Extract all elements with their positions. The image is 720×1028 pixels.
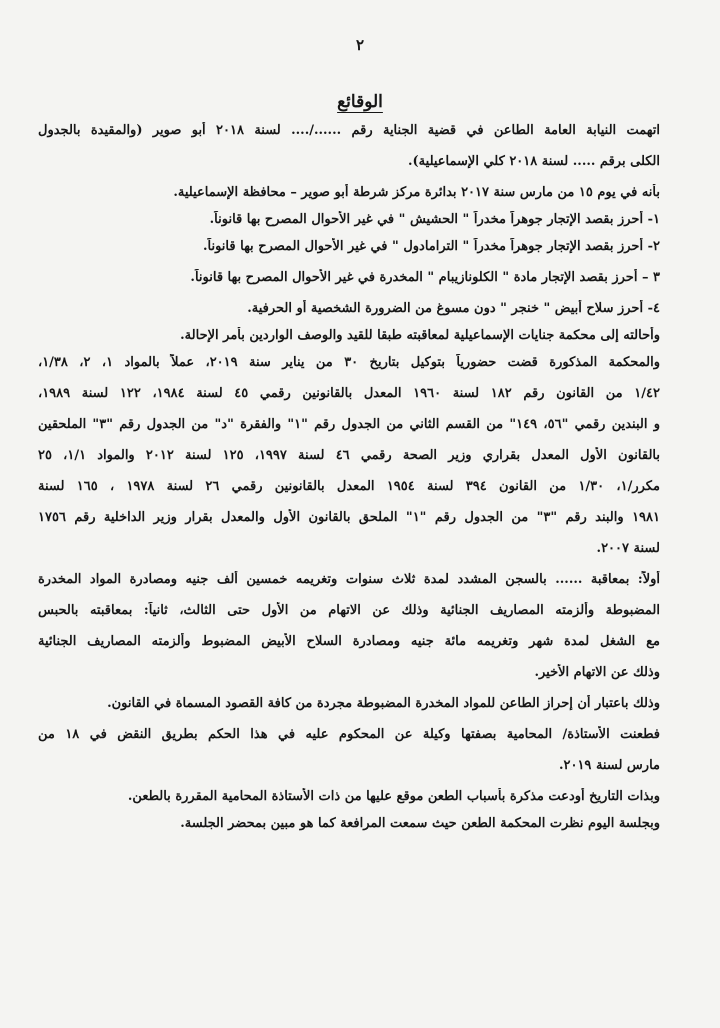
text-line: بأنه في يوم ١٥ من مارس سنة ٢٠١٧ بدائرة مركز شرطة أبو صوير – محافظة الإسماعيلية. bbox=[173, 185, 660, 200]
text-line: مع الشغل لمدة شهر وتغريمه مائة جنيه ومصادرة السلاح الأبيض المضبوط وألزمته المصاريف الجنائية bbox=[38, 634, 660, 649]
text-line: اتهمت النيابة العامة الطاعن في قضية الجناية رقم ....../.... لسنة ٢٠١٨ أبو صوير (والمقيدة بالجدول bbox=[38, 123, 660, 138]
text-line: وأحالته إلى محكمة جنايات الإسماعيلية لمعاقبته طبقا للقيد والوصف الواردين بأمر الإحالة. bbox=[180, 328, 660, 343]
text-line: ١٩٨١ والبند رقم "٣" من الجدول رقم "١" الملحق بالقانون الأول والمعدل بقرار وزير الداخلية رقم ١٧٥٦ bbox=[38, 510, 660, 525]
charge-item-2: ٢- أحرز بقصد الإتجار جوهراً مخدراً " الترامادول " في غير الأحوال المصرح بها قانوناً. bbox=[202, 239, 660, 254]
text-line: وبذات التاريخ أودعت مذكرة بأسباب الطعن موقع عليها من ذات الأستاذة المحامية المقررة بالطعن. bbox=[127, 789, 660, 804]
text-line: المضبوطة وألزمته المصاريف الجنائية وذلك عن الاتهام من الأول حتى الثالث، ثانياً: بمعاقبته بالحبس bbox=[38, 603, 660, 618]
text-line: الكلى برقم ..... لسنة ٢٠١٨ كلي الإسماعيلية). bbox=[408, 154, 660, 169]
text-line: مارس لسنة ٢٠١٩. bbox=[558, 758, 660, 773]
page-number: ٢ bbox=[355, 36, 365, 54]
section-heading: الوقائع bbox=[337, 92, 383, 112]
text-line: ١/٤٢ من القانون رقم ١٨٢ لسنة ١٩٦٠ المعدل بالقانونين رقمي ٤٥ لسنة ١٩٨٤، ١٢٢ لسنة ١٩٨٩، bbox=[38, 386, 660, 401]
charge-item-1: ١- أحرز بقصد الإتجار جوهراً مخدراً " الحشيش " في غير الأحوال المصرح بها قانوناً. bbox=[209, 212, 660, 227]
text-line: وذلك باعتبار أن إحراز الطاعن للمواد المخدرة المضبوطة مجردة من كافة القصود المسماة في القانون. bbox=[107, 696, 660, 711]
text-line: والمحكمة المذكورة قضت حضورياً بتوكيل بتاريخ ٣٠ من يناير سنة ٢٠١٩، عملاً بالمواد ١، ٢، ١/٣٨، bbox=[38, 355, 660, 370]
facts-body bbox=[38, 122, 660, 846]
text-line: لسنة ٢٠٠٧. bbox=[596, 541, 660, 556]
text-line: مكرر/١، ١/٣٠ من القانون ٣٩٤ لسنة ١٩٥٤ المعدل بالقانونين رقمي ٢٦ لسنة ١٩٧٨ ، ١٦٥ لسنة bbox=[38, 479, 660, 494]
charge-item-3: ٣ – أحرز بقصد الإتجار مادة " الكلونازيبام " المخدرة في غير الأحوال المصرح بها قانوناً. bbox=[190, 270, 660, 285]
text-line: و البندين رقمي "٥٦، ١٤٩" من القسم الثاني من الجدول رقم "١" والفقرة "د" من الجدول رقم "٣" الملحقين bbox=[38, 417, 660, 432]
text-line: أولاً: بمعاقبة ...... بالسجن المشدد لمدة ثلاث سنوات وتغريمه خمسين ألف جنيه ومصادرة المواد المخدرة bbox=[38, 572, 660, 587]
charge-item-4: ٤- أحرز سلاح أبيض " خنجر " دون مسوغ من الضرورة الشخصية أو الحرفية. bbox=[247, 301, 660, 316]
text-line: وذلك عن الاتهام الأخير. bbox=[534, 665, 660, 680]
text-line: بالقانون الأول المعدل بقراري وزير الصحة رقمي ٤٦ لسنة ١٩٩٧، ١٢٥ لسنة ٢٠١٢ والمواد ١/١، ٢٥ bbox=[38, 448, 660, 463]
text-line: وبجلسة اليوم نظرت المحكمة الطعن حيث سمعت المرافعة كما هو مبين بمحضر الجلسة. bbox=[180, 816, 660, 831]
text-line: فطعنت الأستاذة/ المحامية بصفتها وكيلة عن المحكوم عليه في هذا الحكم بطريق النقض في ١٨ من bbox=[38, 727, 660, 742]
